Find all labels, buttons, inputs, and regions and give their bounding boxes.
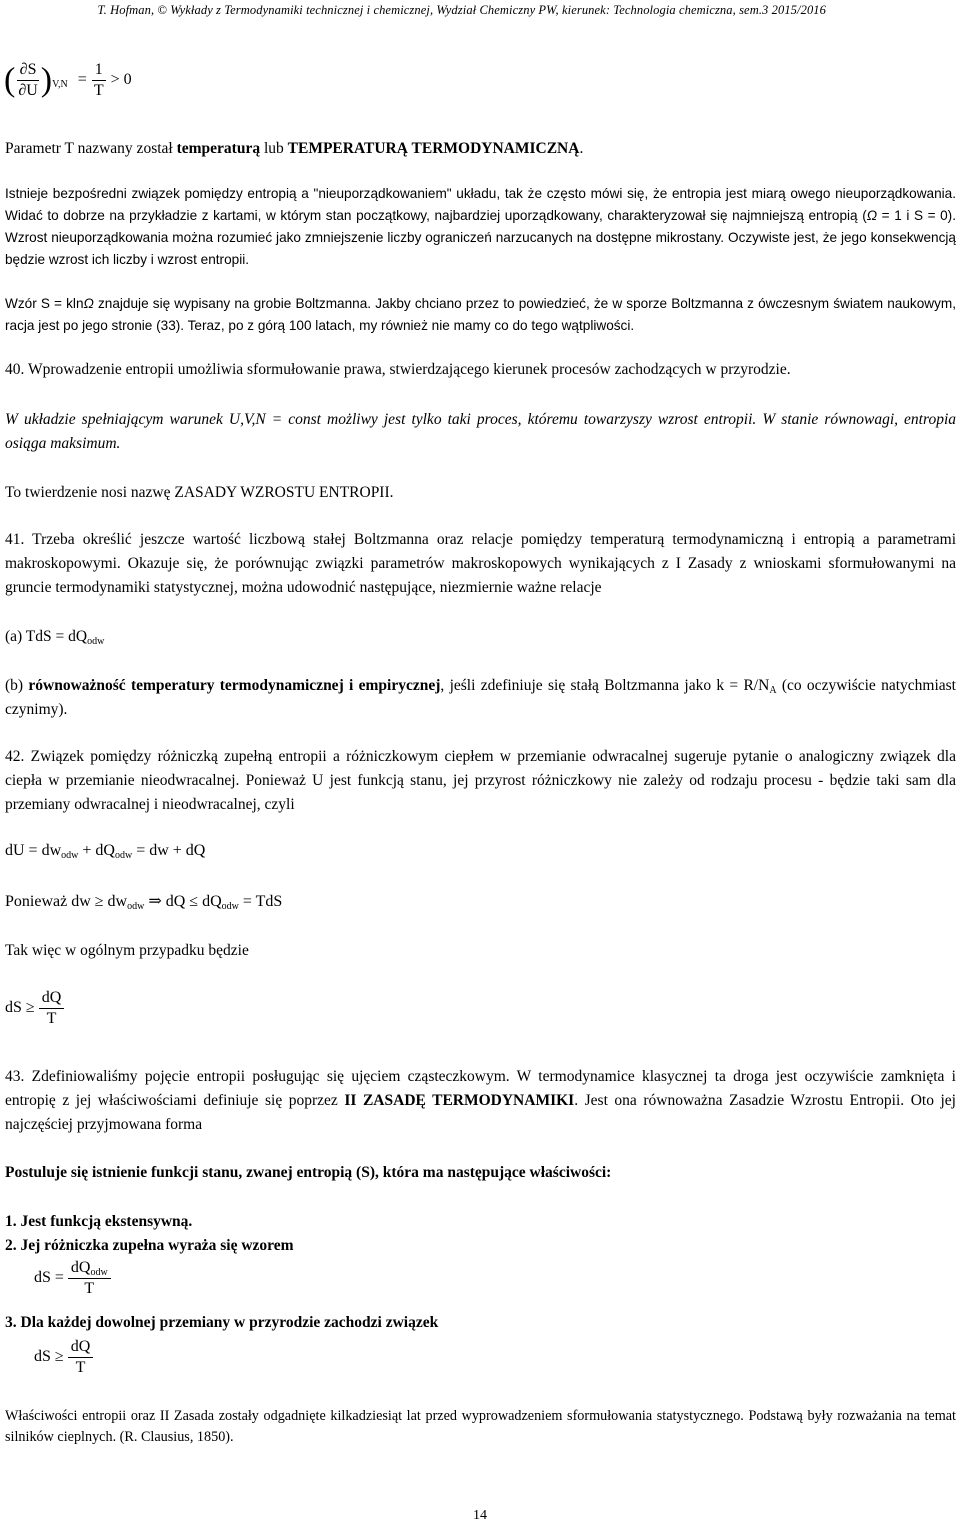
property-2: 2. Jej różniczka zupełna wyraża się wzorem <box>5 1237 294 1254</box>
dqodw-over-t-fraction: $\frac{dQ_{odw}}{T}$ <box>68 1258 111 1299</box>
paragraph-42: 42. Związek pomiędzy różniczką zupełną entropii a różniczkowym ciepłem w przemianie odwracalnej sugeruje pytanie o analogiczny związek dla ciepła w przemianie nieodwracalnej. Ponieważ U jest funkcją stanu, jej przyrost różniczkowy nie zależy od rodzaju procesu - będzie taki sam dla przemiany odwracalnej i nieodwracalnej, czyli <box>5 748 956 813</box>
relation-b: (b) równoważność temperatury termodynamicznej i empirycznej, jeśli zdefiniuje się stałą Boltzmanna jako $k = R/N_A$ (co oczywiście natychmiast czynimy). <box>5 677 956 718</box>
property-1: 1. Jest funkcją ekstensywną. <box>5 1213 193 1230</box>
page-number: 14 <box>473 1508 487 1523</box>
paragraph-tak-wiec: Tak więc w ogólnym przypadku będzie <box>5 942 249 959</box>
paragraph-41: 41. Trzeba określić jeszcze wartość liczbową stałej Boltzmanna oraz relacje pomiędzy temperaturą termodynamiczną i entropią a parametrami makroskopowymi. Okazuje się, że porównując związki parametrów makroskopowych wynikających z I Zasady z wnioskami sformułowanymi na gruncie termodynamiki statystycznej, można udowodnić następujące, niezmiernie ważne relacje <box>5 531 956 596</box>
dq-over-t-fraction: $\frac{dQ}{T}$ <box>39 988 65 1029</box>
dq-over-t-fraction-2: $\frac{dQ}{T}$ <box>68 1337 94 1378</box>
partial-derivative-fraction: $\frac{\partial S}{\partial U}$ <box>18 61 38 99</box>
paragraph-italic-statement: W układzie spełniającym warunek U,V,N = const możliwy jest tylko taki proces, któremu towarzyszy wzrost entropii. W stanie równowagi, entropia osiąga maksimum. <box>5 411 956 452</box>
page-header: T. Hofman, © Wykłady z Termodynamiki technicznej i chemicznej, Wydział Chemiczny PW, kierunek: Technologia chemiczna, sem.3 2015/2016 <box>97 3 826 17</box>
one-over-t-fraction: $\frac{1}{T}$ <box>91 60 107 101</box>
left-paren: ( <box>4 61 16 99</box>
paragraph-parametr-t: Parametr T nazwany został temperaturą lub TEMPERATURĄ TERMODYNAMICZNĄ. <box>5 140 584 157</box>
equation-poniewaz: Ponieważ dw ≥ $dw_{odw}$ ⇒ dQ ≤ $dQ_{odw}$ = TdS <box>5 893 283 912</box>
paragraph-twierdzenie: To twierdzenie nosi nazwę ZASADY WZROSTU ENTROPII. <box>5 484 394 501</box>
paragraph-40: 40. Wprowadzenie entropii umożliwia sformułowanie prawa, stwierdzającego kierunek procesów zachodzących w przyrodzie. <box>5 361 791 378</box>
paragraph-43: 43. Zdefiniowaliśmy pojęcie entropii posługując się ujęciem cząsteczkowym. W termodynamice klasycznej ta droga jest oczywiście zamknięta i entropię z jej właściwościami definiuje się poprzez II ZASADĘ TERMODYNAMIKI. Jest ona równoważna Zasadzie Wzrostu Entropii. Oto jej najczęściej przyjmowana forma <box>5 1068 956 1133</box>
right-paren: ) <box>40 61 53 99</box>
paragraph-istnieje: Istnieje bezpośredni związek pomiędzy entropią a "nieuporządkowaniem" układu, tak że często mówi się, że entropia jest miarą owego nieuporządkowania. Widać to dobrze na przykładzie z kartami, w którym stan początkowy, najbardziej uporządkowany, charakteryzował się najmniejszą entropią (Ω = 1 i S = 0). Wzrost nieuporządkowania można rozumieć jako zmniejszenie liczby ograniczeń narzucanych na dostępne mikrostany. Oczywiste jest, że jego konsekwencją będzie wzrost ich liczby i wzrost entropii. <box>5 186 956 267</box>
relation-a: (a) TdS = $dQ_{odw}$ <box>5 628 105 647</box>
paragraph-final: Właściwości entropii oraz II Zasada zostały odgadnięte kilkadziesiąt lat przed wyprowadzeniem sformułowania statystycznego. Podstawą były rozważania na temat silników cieplnych. (R. Clausius, 1850). <box>5 1408 956 1445</box>
paragraph-wzor: Wzór S = klnΩ znajduje się wypisany na grobie Boltzmanna. Jakby chciano przez to powiedzieć, że w sporze Boltzmanna z ówczesnym światem naukowym, racja jest po jego stronie (33). Teraz, po z górą 100 latach, my również nie mamy co do tego wątpliwości. <box>5 296 956 333</box>
equation-prop2: dS = $\frac{dQ_{odw}}{T}$ <box>34 1258 956 1299</box>
equation-du: dU = $dw_{odw} + dQ_{odw}$ = dw + dQ <box>5 842 206 861</box>
inequality-ds: dS ≥ $\frac{dQ}{T}$ <box>5 988 956 1029</box>
equation-entropy-derivative: ( $\frac{\partial S}{\partial U}$ )$_{V,N}$ = $\frac{1}{T}$ > 0 <box>4 61 132 99</box>
postulate-heading: Postuluje się istnienie funkcji stanu, zwanej entropią (S), która ma następujące właściwości: <box>5 1164 612 1181</box>
equation-prop3: dS ≥ $\frac{dQ}{T}$ <box>34 1337 956 1378</box>
property-3: 3. Dla każdej dowolnej przemiany w przyrodzie zachodzi związek <box>5 1314 439 1331</box>
